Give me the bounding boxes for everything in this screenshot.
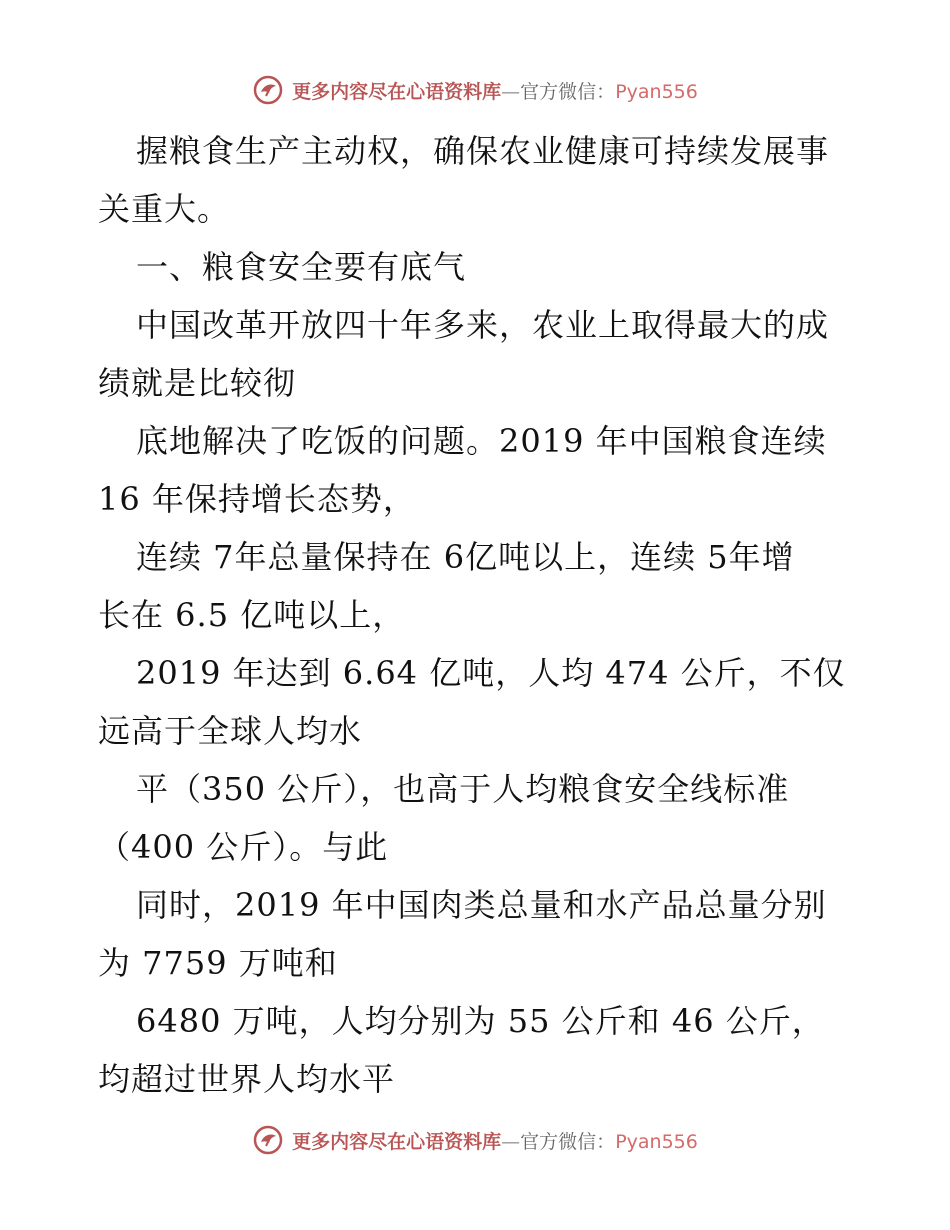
watermark-wechat-label: 官方微信： <box>520 80 616 103</box>
watermark-wechat-label: 官方微信： <box>520 1130 616 1153</box>
text-line: 长在 6.5 亿吨以上， <box>98 596 406 634</box>
footer-watermark <box>0 1120 950 1160</box>
watermark-text <box>292 1127 698 1154</box>
dove-logo-icon <box>252 74 284 106</box>
text-line: 同时，2019 年中国肉类总量和水产品总量分别 <box>136 886 827 924</box>
text-line: 一、粮食安全要有底气 <box>136 248 467 286</box>
text-line: 绩就是比较彻 <box>98 364 297 402</box>
text-line: （400 公斤）。与此 <box>98 828 389 866</box>
watermark-separator: — <box>501 1130 521 1153</box>
text-line: 为 7759 万吨和 <box>98 944 338 982</box>
watermark-separator: — <box>501 80 521 103</box>
dove-logo-icon <box>252 1124 284 1156</box>
watermark-wechat-id: Pyan556 <box>615 80 698 103</box>
document-body <box>98 122 868 1108</box>
text-line: 远高于全球人均水 <box>98 712 363 750</box>
text-line: 关重大。 <box>98 190 231 228</box>
text-line: 16 年保持增长态势， <box>98 480 416 518</box>
watermark-brand: 更多内容尽在心语资料库 <box>292 1130 502 1153</box>
watermark-brand: 更多内容尽在心语资料库 <box>292 80 502 103</box>
text-line: 6480 万吨，人均分别为 55 公斤和 46 公斤， <box>136 1002 825 1040</box>
header-watermark <box>0 70 950 110</box>
text-line: 中国改革开放四十年多来，农业上取得最大的成 <box>136 306 830 344</box>
text-line: 连续 7年总量保持在 6亿吨以上，连续 5年增 <box>136 538 795 576</box>
text-line: 握粮食生产主动权，确保农业健康可持续发展事 <box>136 132 830 170</box>
watermark-wechat-id: Pyan556 <box>615 1130 698 1153</box>
text-line: 2019 年达到 6.64 亿吨，人均 474 公斤，不仅 <box>136 654 846 692</box>
text-line: 平（350 公斤），也高于人均粮食安全线标准 <box>136 770 790 808</box>
watermark-text <box>292 77 698 104</box>
text-line: 均超过世界人均水平 <box>98 1060 396 1098</box>
text-line: 底地解决了吃饭的问题。2019 年中国粮食连续 <box>136 422 827 460</box>
